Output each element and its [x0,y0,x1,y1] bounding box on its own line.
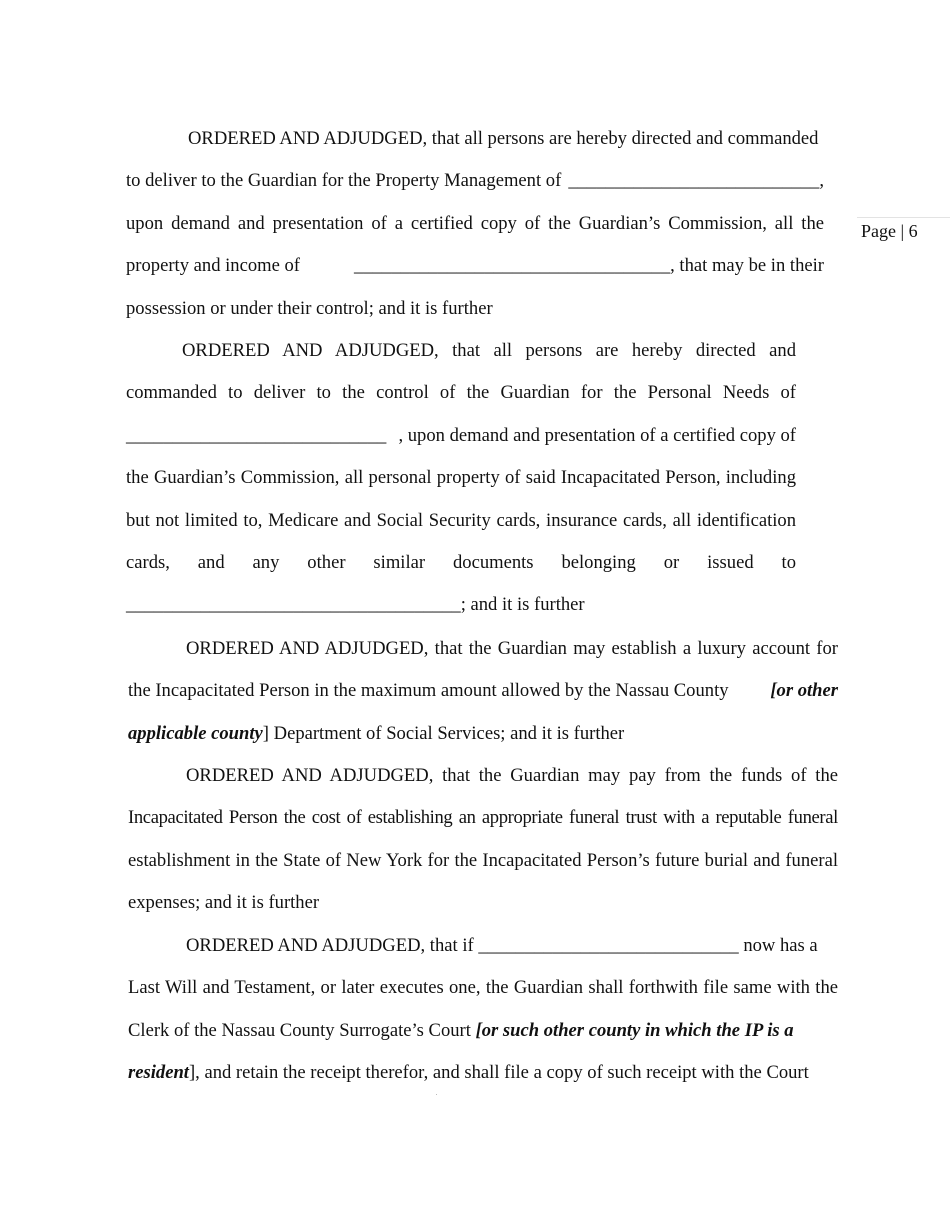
text-line-content: property and income of [126,255,300,277]
text-line [128,1010,796,1052]
text-line-content: the Incapacitated Person in the maximum amount allowed by the Nassau County [128,680,729,702]
text-line-content: ] Department of Social Services; and it is further [262,722,625,744]
punctuation: , [819,170,824,192]
text-line [128,925,838,967]
bracketed-instruction: resident [128,1062,189,1084]
page-number: Page | 6 [861,221,918,241]
text-line [126,245,824,287]
scan-artifact-dot [436,1094,437,1095]
text-line: Last Will and Testament, or later executes one, the Guardian shall forthwith file same with the [128,977,838,999]
fill-in-blank[interactable]: ____________________________ [126,424,387,446]
text-line [126,415,796,457]
text-line-content: ORDERED AND ADJUDGED, that if [186,935,474,956]
text-line [128,670,838,712]
text-line-content: , that may be in their [670,255,824,277]
paragraph-funeral-trust [128,755,838,925]
text-line: ORDERED AND ADJUDGED, that all persons are hereby directed and [182,340,796,361]
page-marker-rule [857,217,950,218]
text-line-content: ], and retain the receipt therefor, and shall file a copy of such receipt with the Court [188,1062,809,1084]
text-line [128,713,838,755]
text-line: possession or under their control; and it is further [126,297,493,319]
text-line [128,1052,838,1094]
text-line: Incapacitated Person the cost of establishing an appropriate funeral trust with a reputable funeral [128,807,838,829]
text-line-content: now has a [743,935,818,956]
text-line: upon demand and presentation of a certified copy of the Guardian’s Commission, all the [126,212,824,234]
text-line-content: Clerk of the Nassau County Surrogate’s Court [128,1019,471,1041]
fill-in-blank[interactable]: ____________________________________ [126,594,461,616]
text-line [126,584,796,626]
bracketed-instruction: [or such other county in which the IP is a [475,1019,794,1041]
text-line: expenses; and it is further [128,892,320,914]
text-line: commanded to deliver to the control of the Guardian for the Personal Needs of [126,382,796,404]
text-line-spread: cards, and any other similar documents belonging or issued to [126,551,796,573]
text-line: but not limited to, Medicare and Social Security cards, insurance cards, all identification [126,509,796,531]
text-line [126,118,824,160]
fill-in-blank[interactable]: ___________________________ [568,170,820,192]
bracketed-instruction: applicable county [128,722,263,744]
paragraph-property-management [126,118,824,330]
text-line-content: to deliver to the Guardian for the Property Management of [126,170,562,192]
text-line-content: ORDERED AND ADJUDGED, that all persons are hereby directed and commanded [188,128,819,149]
bracketed-instruction: [or other [770,680,838,702]
text-line: ORDERED AND ADJUDGED, that the Guardian may establish a luxury account for [186,638,838,659]
fill-in-blank[interactable]: __________________________________ [354,255,671,277]
fill-in-blank[interactable]: ____________________________ [478,935,739,956]
text-line-content: , upon demand and presentation of a certified copy of [398,424,796,446]
text-line-content: ; and it is further [460,594,585,616]
text-line: establishment in the State of New York for the Incapacitated Person’s future burial and funeral [128,849,838,871]
paragraph-will-testament [128,925,838,1095]
paragraph-luxury-account [128,628,838,755]
paragraph-personal-needs [126,330,796,627]
text-line [126,160,824,202]
text-line: the Guardian’s Commission, all personal property of said Incapacitated Person, including [126,467,796,489]
text-line: ORDERED AND ADJUDGED, that the Guardian may pay from the funds of the [186,765,838,786]
